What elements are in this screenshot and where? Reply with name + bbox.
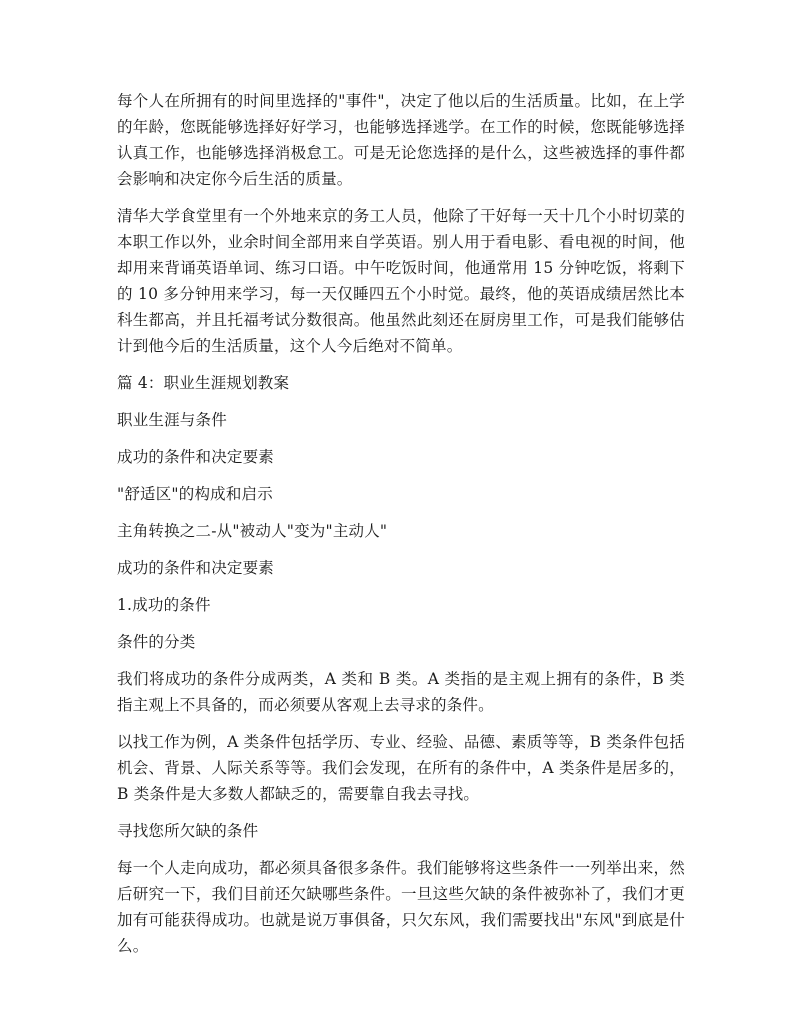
outline-item-success-factors: 成功的条件和决定要素 [117,448,275,466]
subsection-title-success-factors: 成功的条件和决定要素 [117,559,275,577]
paragraph-ab-classes: 我们将成功的条件分成两类，A 类和 B 类。A 类指的是主观上拥有的条件，B 类指主观上不具备的，而必须要从客观上去寻求的条件。 [117,670,685,714]
numbered-heading-success-conditions: 1.成功的条件 [117,596,211,614]
paragraph-time-choice: 每个人在所拥有的时间里选择的"事件"，决定了他以后的生活质量。比如，在上学的年龄，您既能够选择好好学习，也能够选择逃学。在工作的时候，您既能够选择认真工作，也能够选择消极怠工。可是无论您选择的是什么，这些被选择的事件都会影响和决定你今后生活的质量。 [117,92,685,188]
paragraph-job-example: 以找工作为例，A 类条件包括学历、专业、经验、品德、素质等等，B 类条件包括机会、背景、人际关系等等。我们会发现，在所有的条件中，A 类条件是居多的，B 类条件是大多数人都缺乏的，需要靠自我去寻找。 [117,733,685,803]
document-page [117,88,685,970]
paragraph-tsinghua-worker: 清华大学食堂里有一个外地来京的务工人员，他除了干好每一天十几个小时切菜的本职工作以外，业余时间全部用来自学英语。别人用于看电影、看电视的时间，他却用来背诵英语单词、练习口语。中午吃饭时间，他通常用 15 分钟吃饭，将剩下的 10 多分钟用来学习，每一天仅睡四五个小时觉。最终，他的英语成绩居然比本科生都高，并且托福考试分数很高。他虽然此刻还在厨房里工作，可是我们能够估计到他今后的生活质量，这个人今后绝对不简单。 [117,207,685,355]
outline-item-career-conditions: 职业生涯与条件 [117,411,227,429]
paragraph-east-wind: 每一个人走向成功，都必须具备很多条件。我们能够将这些条件一一列举出来，然后研究一下，我们目前还欠缺哪些条件。一旦这些欠缺的条件被弥补了，我们才更加有可能获得成功。也就是说万事俱备，只欠东风，我们需要找出"东风"到底是什么。 [117,859,685,955]
subheading-condition-types: 条件的分类 [117,633,196,651]
section-title-chapter-4: 篇 4：职业生涯规划教案 [117,374,290,392]
outline-item-comfort-zone: "舒适区"的构成和启示 [117,485,273,503]
outline-item-role-change: 主角转换之二-从"被动人"变为"主动人" [117,522,388,540]
subheading-find-missing: 寻找您所欠缺的条件 [117,822,259,840]
